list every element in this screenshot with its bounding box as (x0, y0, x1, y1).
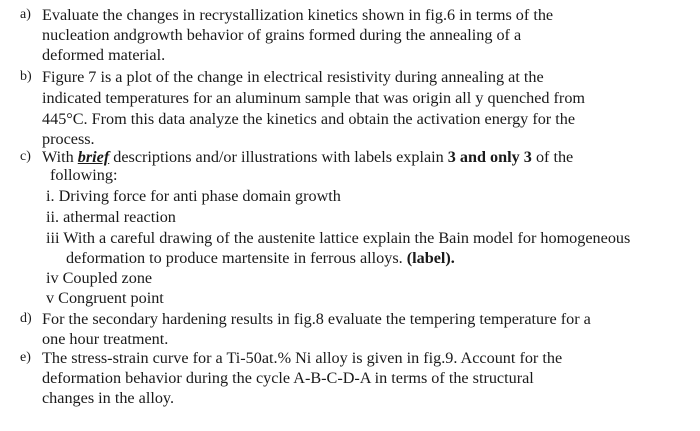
item-c-marker: c) (20, 149, 31, 164)
item-a-marker: a) (20, 7, 31, 22)
item-c-sub-iii-line-2 (66, 248, 455, 268)
item-d-marker: d) (20, 311, 32, 326)
item-c-sub-ii: ii. athermal reaction (46, 208, 176, 226)
item-b-line-2: indicated temperatures for an aluminum sample that was origin all y quenched from (42, 89, 586, 107)
item-c-line-2: following: (50, 166, 118, 184)
item-e-line-3: changes in the alloy. (42, 389, 175, 407)
item-e-line-2: deformation behavior during the cycle A-B-C-D-A in terms of the structural (42, 369, 534, 387)
item-c-line-1-pre: With (42, 148, 74, 166)
item-d-line-1: For the secondary hardening results in fig.8 evaluate the tempering temperature for a (42, 310, 591, 328)
item-c-sub-v: v Congruent point (46, 289, 164, 307)
item-a-line-1: Evaluate the changes in recrystallization kinetics shown in fig.6 in terms of the (42, 6, 554, 24)
item-c-brief-emphasis: brief (77, 148, 110, 166)
item-b-line-1: Figure 7 is a plot of the change in electrical resistivity during annealing at the (42, 68, 544, 86)
item-e-marker: e) (20, 350, 31, 365)
item-c-sub-i: i. Driving force for anti phase domain growth (46, 187, 341, 205)
item-c-count-emphasis: 3 and only 3 (447, 148, 532, 166)
item-a-line-3: deformed material. (42, 46, 166, 64)
item-c-line-1 (42, 147, 573, 167)
item-c-sub-iii-text: deformation to produce martensite in ferrous alloys. (66, 249, 403, 267)
item-c-line-1-post: of the (535, 148, 574, 166)
item-c-sub-iii-label-emphasis: (label). (406, 249, 455, 267)
item-b-line-4: process. (42, 130, 95, 148)
item-d-line-2: one hour treatment. (42, 330, 169, 348)
item-c-line-1-mid: descriptions and/or illustrations with labels explain (113, 148, 444, 166)
item-e-line-1: The stress-strain curve for a Ti-50at.% Ni alloy is given in fig.9. Account for the (42, 349, 563, 367)
item-b-marker: b) (20, 69, 32, 84)
item-c-sub-iii-line-1: iii With a careful drawing of the austenite lattice explain the Bain model for homogeneous (46, 229, 631, 247)
item-a-line-2: nucleation andgrowth behavior of grains formed during the annealing of a (42, 26, 522, 44)
item-c-sub-iv: iv Coupled zone (46, 269, 153, 287)
item-b-line-3: 445°C. From this data analyze the kinetics and obtain the activation energy for the (42, 110, 576, 128)
